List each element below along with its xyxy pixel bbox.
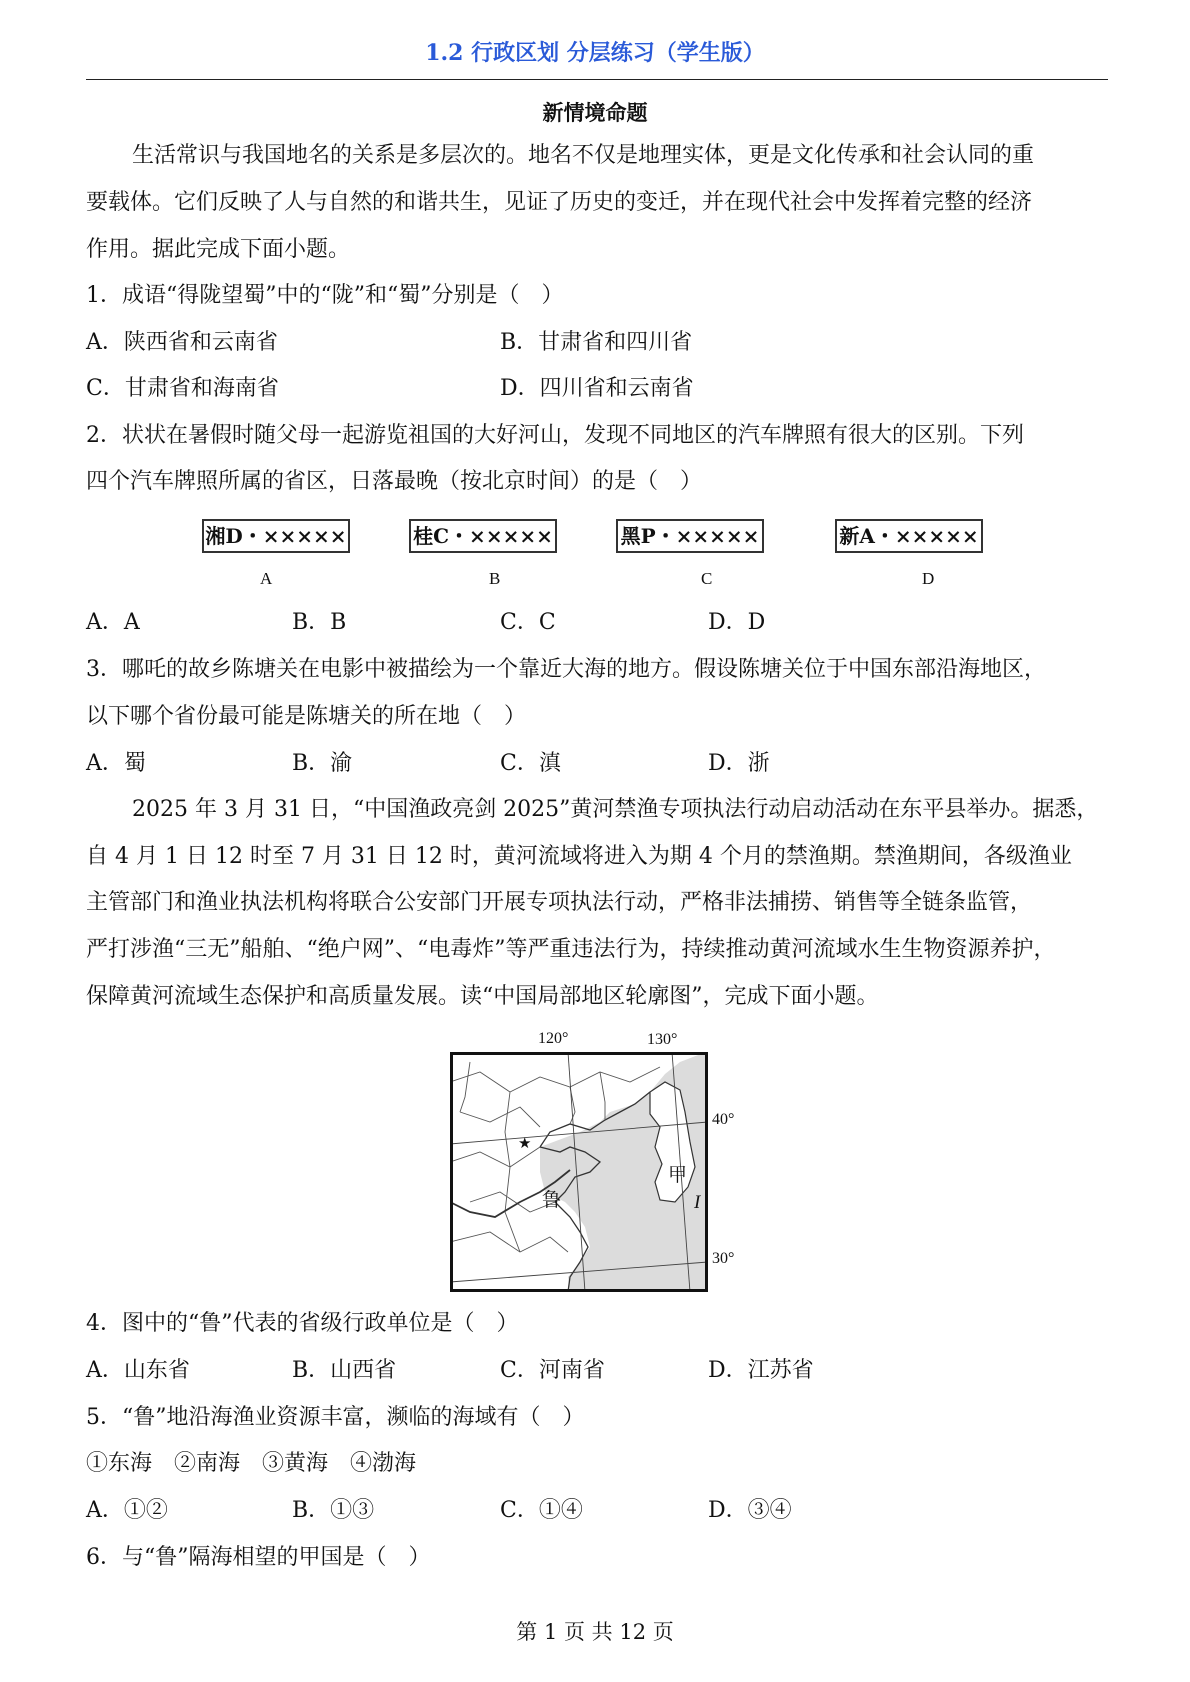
map-label-lu: 鲁: [542, 1190, 562, 1211]
q4-stem: 4．图中的“鲁”代表的省级行政单位是（ ）: [86, 1311, 519, 1336]
q2-stem-line-1: 2．状状在暑假时随父母一起游览祖国的大好河山，发现不同地区的汽车牌照有很大的区别。下列: [86, 423, 1025, 448]
q5-option-b: B．①③: [292, 1498, 375, 1523]
q5-option-a: A．①②: [86, 1498, 168, 1523]
q4-option-d: D．江苏省: [708, 1358, 814, 1383]
q5-option-c: C．①④: [500, 1498, 583, 1523]
license-plate-c: 黑P・×××××: [616, 519, 764, 553]
map-lat-label-40: 40°: [712, 1111, 735, 1128]
q3-stem-line-1: 3．哪吒的故乡陈塘关在电影中被描绘为一个靠近大海的地方。假设陈塘关位于中国东部沿海地区，: [86, 657, 1047, 682]
q6-stem: 6．与“鲁”隔海相望的甲国是（ ）: [86, 1545, 431, 1570]
q5-option-d: D．③④: [708, 1498, 792, 1523]
q3-stem-line-2: 以下哪个省份最可能是陈塘关的所在地（ ）: [86, 704, 527, 729]
license-plate-d: 新A・×××××: [835, 519, 983, 553]
plate-label-a: A: [260, 569, 273, 588]
passage2-line-5: 保障黄河流域生态保护和高质量发展。读“中国局部地区轮廓图”，完成下面小题。: [86, 984, 879, 1009]
q1-option-d: D．四川省和云南省: [500, 376, 694, 401]
license-plate-b: 桂C・×××××: [409, 519, 557, 553]
license-plate-a: 湘D・×××××: [202, 519, 350, 553]
plate-label-b: B: [489, 569, 501, 588]
q3-option-c: C．滇: [500, 751, 561, 776]
intro-line-2: 要载体。它们反映了人与自然的和谐共生，见证了历史的变迁，并在现代社会中发挥着完整的经济: [86, 190, 1033, 215]
map-lon-label-130: 130°: [647, 1031, 678, 1048]
q1-option-c: C．甘肃省和海南省: [86, 376, 279, 401]
intro-line-1: 生活常识与我国地名的关系是多层次的。地名不仅是地理实体，更是文化传承和社会认同的重: [132, 143, 1035, 168]
q3-option-d: D．浙: [708, 751, 770, 776]
header-divider: [86, 79, 1108, 80]
passage2-line-2: 自 4 月 1 日 12 时至 7 月 31 日 12 时，黄河流域将进入为期 4 个月的禁渔期。禁渔期间，各级渔业: [86, 844, 1072, 869]
q5-stem: 5．“鲁”地沿海渔业资源丰富，濒临的海域有（ ）: [86, 1405, 585, 1430]
q2-option-b: B．B: [292, 610, 347, 635]
q1-option-b: B．甘肃省和四川省: [500, 330, 693, 355]
q4-option-a: A．山东省: [86, 1358, 190, 1383]
q2-option-a: A．A: [86, 610, 140, 635]
q1-option-a: A．陕西省和云南省: [86, 330, 278, 355]
page-number-footer: 第 1 页 共 12 页: [516, 1620, 674, 1644]
map-label-jia: 甲: [668, 1165, 688, 1186]
q2-option-c: C．C: [500, 610, 556, 635]
map-marker-i: I: [694, 1192, 701, 1213]
q4-option-b: B．山西省: [292, 1358, 397, 1383]
capital-star-icon: ★: [518, 1134, 532, 1152]
plate-label-c: C: [701, 569, 713, 588]
q1-stem: 1．成语“得陇望蜀”中的“陇”和“蜀”分别是（ ）: [86, 283, 564, 308]
map-lon-label-120: 120°: [538, 1030, 569, 1047]
passage2-line-4: 严打涉渔“三无”船舶、“绝户网”、“电毒炸”等严重违法行为，持续推动黄河流域水生生物资源养护，: [86, 937, 1056, 962]
q5-choices: ①东海 ②南海 ③黄海 ④渤海: [86, 1451, 417, 1476]
passage2-line-3: 主管部门和渔业执法机构将联合公安部门开展专项执法行动，严格非法捕捞、销售等全链条监管，: [86, 890, 1033, 915]
section-title: 新情境命题: [542, 100, 648, 125]
plate-label-d: D: [922, 569, 935, 588]
page-header-title: 1.2 行政区划 分层练习（学生版）: [425, 40, 765, 66]
q3-option-b: B．渝: [292, 751, 353, 776]
passage2-line-1: 2025 年 3 月 31 日，“中国渔政亮剑 2025”黄河禁渔专项执法行动启动活动在东平县举办。据悉，: [132, 797, 1099, 822]
q2-stem-line-2: 四个汽车牌照所属的省区，日落最晚（按北京时间）的是（ ）: [86, 469, 703, 494]
intro-line-3: 作用。据此完成下面小题。: [86, 237, 351, 262]
q4-option-c: C．河南省: [500, 1358, 605, 1383]
q3-option-a: A．蜀: [86, 751, 146, 776]
map-lat-label-30: 30°: [712, 1250, 735, 1267]
q2-option-d: D．D: [708, 610, 766, 635]
